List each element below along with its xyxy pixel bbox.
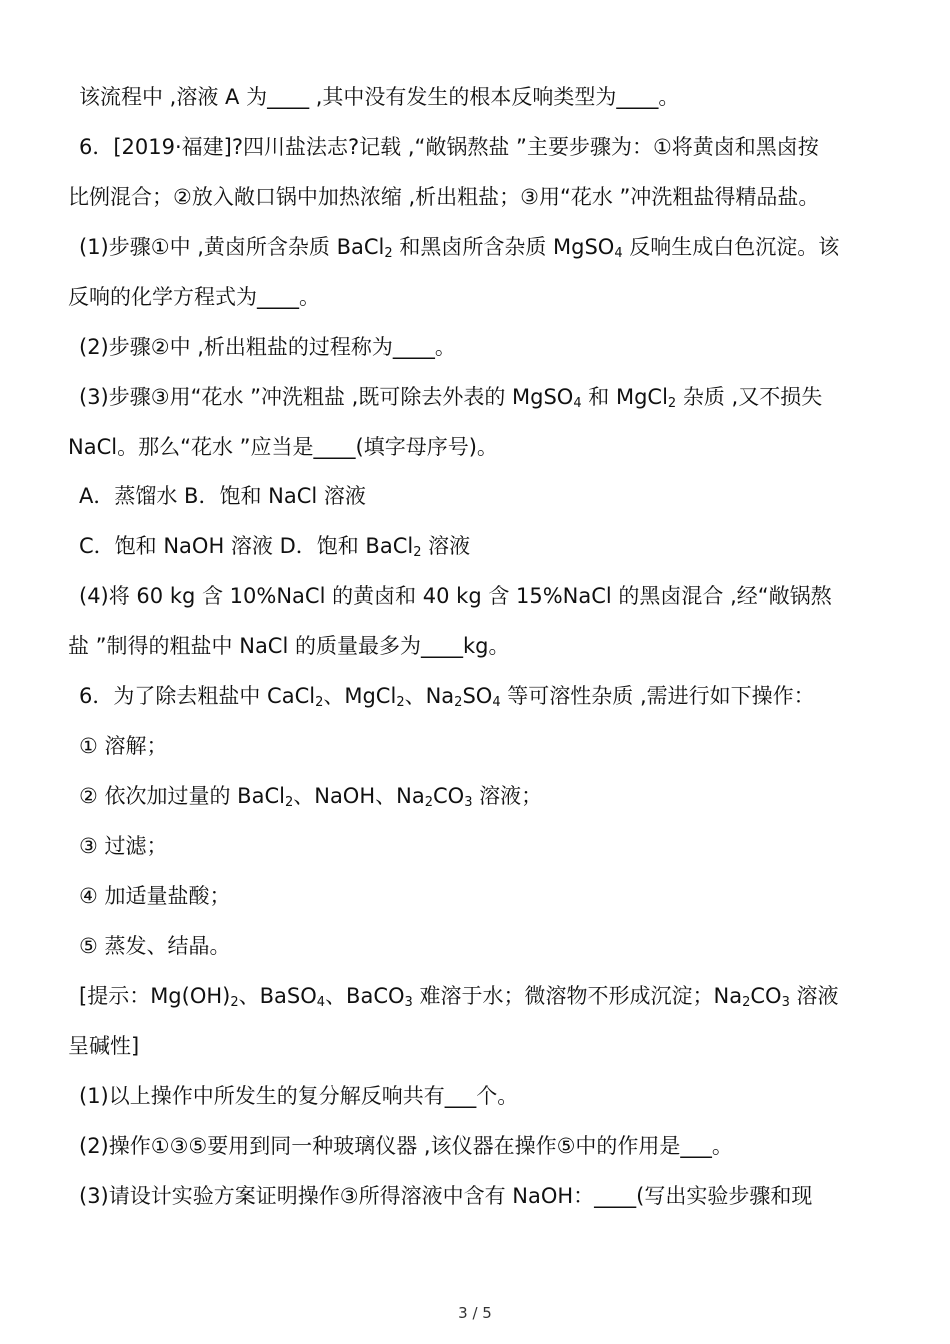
subscript: 4: [316, 995, 326, 1010]
text-segment: 难溶于水；微溶物不形成沉淀；Na: [412, 984, 743, 1008]
text-segment: CO: [433, 784, 465, 808]
text-line: 盐 ”制得的粗盐中 NaCl 的质量最多为____kg。: [68, 634, 510, 658]
subscript: 2: [315, 695, 324, 710]
text-line: 6．[2019·福建]?四川盐法志?记载 ,“敞锅熬盐 ”主要步骤为：①将黄卤和黑卤按: [79, 135, 819, 159]
subscript: 2: [413, 545, 422, 560]
text-segment: 6．为了除去粗盐中 CaCl: [79, 684, 316, 708]
text-segment: C．饱和 NaOH 溶液 D．饱和 BaCl: [79, 534, 414, 558]
text-segment: 等可溶性杂质 ,需进行如下操作：: [500, 684, 815, 708]
subscript: 4: [614, 246, 623, 261]
text-line: ① 溶解；: [79, 734, 168, 758]
text-line: 该流程中 ,溶液 A 为____ ,其中没有发生的根本反响类型为____。: [79, 85, 680, 109]
text-segment: 溶液；: [472, 784, 543, 808]
text-line: (4)将 60 kg 含 10%NaCl 的黄卤和 40 kg 含 15%NaCl 的黑卤混合 ,经“敞锅熬: [79, 584, 832, 608]
subscript: 2: [424, 795, 433, 810]
text-segment: SO: [462, 684, 493, 708]
subscript: 2: [667, 396, 677, 411]
page-number: 3 / 5: [458, 1304, 492, 1322]
text-line: [79, 232, 899, 262]
text-line: 比例混合；②放入敞口锅中加热浓缩 ,析出粗盐；③用“花水 ”冲洗粗盐得精品盐。: [68, 185, 820, 209]
text-segment: (3)步骤③用“花水 ”冲洗粗盐 ,既可除去外表的 MgSO: [79, 385, 574, 409]
subscript: 3: [404, 995, 413, 1010]
text-line: A．蒸馏水 B．饱和 NaCl 溶液: [79, 484, 366, 508]
text-segment: 、Na: [404, 684, 455, 708]
text-segment: 杂质 ,又不损失: [676, 385, 823, 409]
subscript: 3: [464, 795, 473, 810]
text-line: [79, 681, 899, 711]
text-line: ④ 加适量盐酸；: [79, 884, 231, 908]
text-line: (2)步骤②中 ,析出粗盐的过程称为____。: [79, 335, 456, 359]
text-line: (1)以上操作中所发生的复分解反响共有___个。: [79, 1084, 519, 1108]
text-segment: CO: [750, 984, 782, 1008]
text-segment: 、NaOH、Na: [293, 784, 425, 808]
text-segment: 和黑卤所含杂质 MgSO: [392, 235, 615, 259]
text-segment: [提示：Mg(OH): [79, 984, 231, 1008]
subscript: 2: [230, 995, 239, 1010]
subscript: 4: [492, 695, 501, 710]
text-line: [79, 531, 899, 561]
text-segment: (1)步骤①中 ,黄卤所含杂质 BaCl: [79, 235, 385, 259]
text-line: NaCl。那么“花水 ”应当是____(填字母序号)。: [68, 435, 498, 459]
text-line: [79, 981, 899, 1011]
text-line: ⑤ 蒸发、结晶。: [79, 934, 231, 958]
subscript: 2: [742, 995, 751, 1010]
subscript: 2: [384, 246, 393, 261]
text-segment: 溶液: [421, 534, 471, 558]
text-segment: 、BaSO: [238, 984, 317, 1008]
subscript: 2: [284, 795, 294, 810]
text-segment: 反响生成白色沉淀。该: [622, 235, 840, 259]
subscript: 2: [454, 695, 463, 710]
subscript: 2: [396, 695, 405, 710]
text-line: (3)请设计实验方案证明操作③所得溶液中含有 NaOH：____(写出实验步骤和现: [79, 1184, 813, 1208]
text-line: (2)操作①③⑤要用到同一种玻璃仪器 ,该仪器在操作⑤中的作用是___。: [79, 1134, 733, 1158]
text-segment: 和 MgCl: [581, 385, 668, 409]
text-line: 反响的化学方程式为____。: [68, 285, 320, 309]
text-line: 呈碱性]: [68, 1034, 140, 1058]
text-segment: 溶液: [789, 984, 839, 1008]
subscript: 4: [573, 396, 582, 411]
text-segment: 、BaCO: [325, 984, 405, 1008]
text-line: [79, 781, 899, 811]
text-segment: 、MgCl: [323, 684, 397, 708]
text-segment: ② 依次加过量的 BaCl: [79, 784, 285, 808]
text-line: ③ 过滤；: [79, 834, 168, 858]
subscript: 3: [781, 995, 790, 1010]
text-line: [79, 382, 899, 412]
